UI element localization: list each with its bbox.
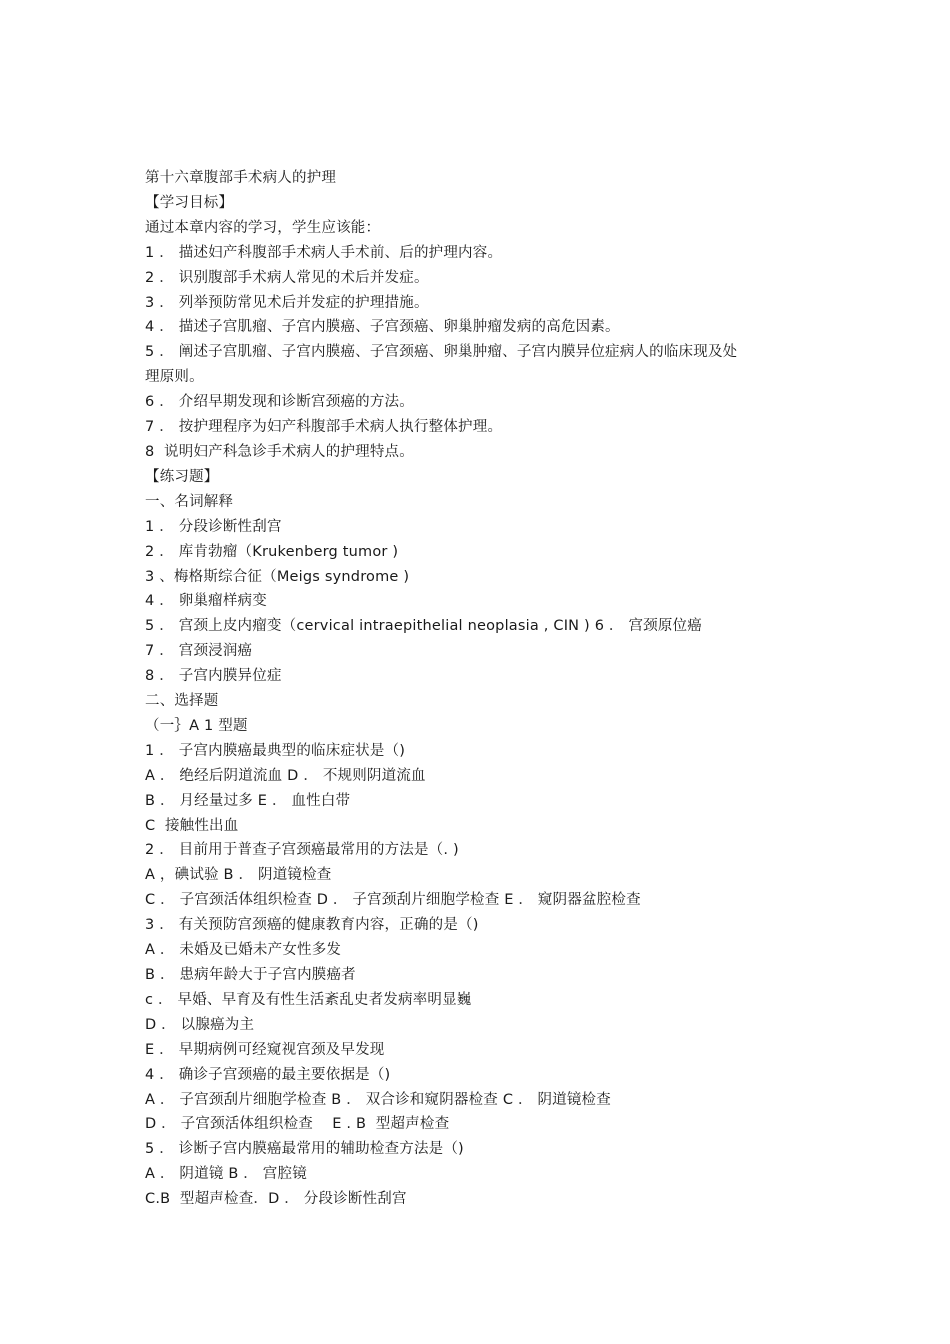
text-line: 6 ． 介绍早期发现和诊断宫颈癌的方法。 [145,394,414,411]
text-line: 1 ． 描述妇产科腹部手术病人手术前、后的护理内容。 [145,244,503,261]
text-line: 4 ． 确诊子宫颈癌的最主要依据是（) [145,1066,391,1083]
text-line: A ． 绝经后阴道流血 D ． 不规则阴道流血 [145,767,426,784]
text-line: 7 ． 按护理程序为妇产科腹部手术病人执行整体护理。 [145,419,503,436]
text-line: 4 ． 卵巢瘤样病变 [145,593,267,610]
text-line: （一｝A 1 型题 [145,717,248,734]
text-line: B ． 患病年龄大于子宫内膜癌者 [145,967,356,983]
text-line: 5 ． 宫颈上皮内瘤变（cervical intraepithelial neoplasia , CIN ) 6 ． 宫颈原位癌 [145,618,702,635]
text-line: 二、选择题 [145,693,219,710]
text-line: E ． 早期病例可经窥视宫颈及早发现 [145,1041,385,1058]
text-line: 3 、梅格斯综合征（Meigs syndrome ) [145,568,410,585]
text-line: 【学习目标】 [145,194,234,211]
text-line: 8 ． 子宫内膜异位症 [145,668,282,685]
text-line: 7 ． 宫颈浸润癌 [145,643,253,660]
text-line: D ． 子宫颈活体组织检查 E . B 型超声检查 [145,1116,450,1133]
text-line: 4 ． 描述子宫肌瘤、子宫内膜癌、子宫颈癌、卵巢肿瘤发病的高危因素。 [145,319,620,336]
text-line: C.B 型超声检查．D ． 分段诊断性刮宫 [145,1191,407,1208]
text-line: 2 ． 库肯勃瘤（Krukenberg tumor ) [145,543,399,560]
text-line: A ． 子宫颈刮片细胞学检查 B ． 双合诊和窥阴器检查 C ． 阴道镜检查 [145,1091,611,1108]
text-line: B ． 月经量过多 E ． 血性白带 [145,792,351,809]
text-line: 一、名词解释 [145,493,234,510]
text-line: 通过本章内容的学习，学生应该能： [145,219,381,236]
text-line: c ． 早婚、早育及有性生活紊乱史者发病率明显巍 [145,991,472,1008]
text-line: 2 ． 识别腹部手术病人常见的术后并发症。 [145,269,429,286]
text-line: 3 ． 列举预防常见术后并发症的护理措施。 [145,294,429,311]
text-line: 2 ． 目前用于普查子宫颈癌最常用的方法是（. ) [145,842,459,859]
text-line: 理原则。 [145,369,204,386]
text-line: 5 ． 阐述子宫肌瘤、子宫内膜癌、子宫颈癌、卵巢肿瘤、子宫内膜异位症病人的临床现及处 [145,344,738,361]
text-line: D ． 以腺癌为主 [145,1016,255,1033]
document-body [145,166,825,1212]
text-line: 5 ． 诊断子宫内膜癌最常用的辅助检查方法是（) [145,1141,464,1158]
text-line: C 接触性出血 [145,817,239,834]
text-line: 3 ． 有关预防宫颈癌的健康教育内容，正确的是（) [145,917,479,934]
text-line: A ． 阴道镜 B ． 宫腔镜 [145,1166,307,1183]
text-line: 【练习题】 [145,468,219,485]
text-line: A ，碘试验 B ． 阴道镜检查 [145,867,332,884]
text-line: 8 说明妇产科急诊手术病人的护理特点。 [145,443,414,460]
text-line: 1 ． 分段诊断性刮宫 [145,518,282,535]
text-line: A ． 未婚及已婚未产女性多发 [145,942,342,959]
text-line: C ． 子宫颈活体组织检查 D ． 子宫颈刮片细胞学检查 E ． 窥阴器盆腔检查 [145,892,641,909]
text-line: 1 ． 子宫内膜癌最典型的临床症状是（) [145,742,406,759]
text-line: 第十六章腹部手术病人的护理 [145,170,337,186]
